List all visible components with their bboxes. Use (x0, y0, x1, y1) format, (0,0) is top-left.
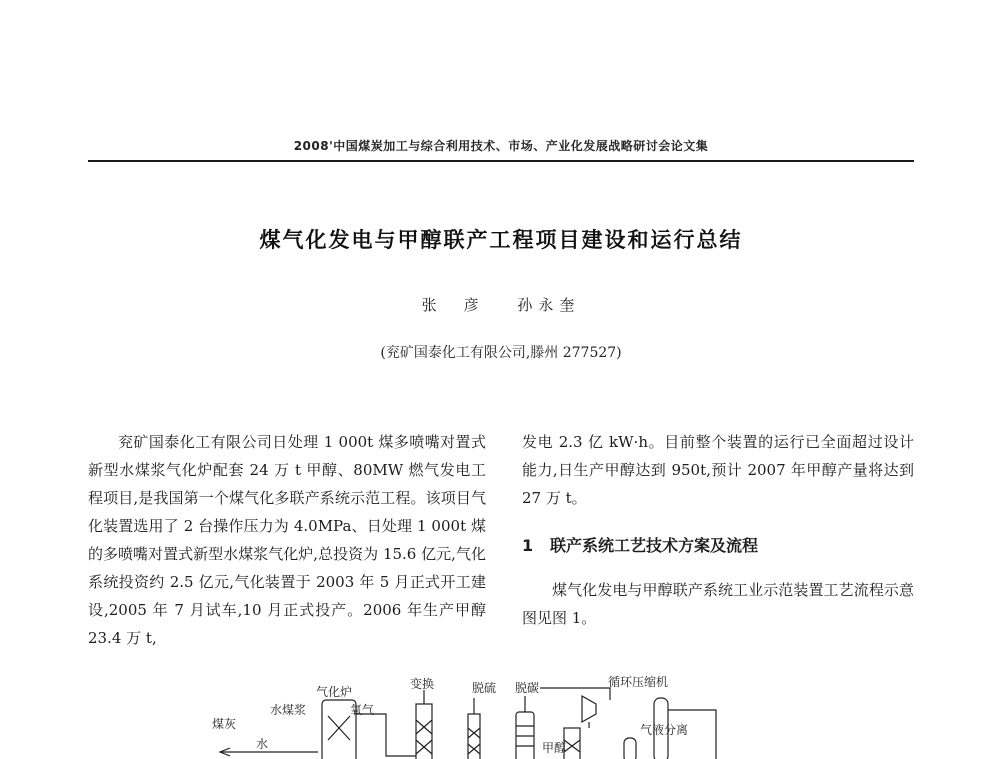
left-column (88, 428, 486, 652)
label-decarbonization: 脱碳 (515, 681, 540, 695)
label-water-slurry: 水煤浆 (270, 703, 307, 717)
authors (88, 294, 914, 315)
process-flow-diagram (210, 670, 730, 759)
intro-paragraph-continued: 发电 2.3 亿 kW·h。目前整个装置的运行已全面超过设计能力,日生产甲醇达到 950t,预计 2007 年甲醇产量将达到 27 万 t。 (522, 433, 914, 507)
gasifier-internals (328, 716, 350, 740)
shift-reactor-internals (416, 720, 432, 754)
label-desulfurization: 脱硫 (472, 681, 497, 695)
header-rule (88, 160, 914, 162)
author-1: 张 彦 (421, 296, 485, 314)
label-recycle-compressor: 循环压缩机 (608, 675, 669, 689)
label-shift: 变换 (410, 677, 435, 691)
author-2: 孙永奎 (517, 296, 581, 314)
recycle-compressor (582, 696, 596, 722)
decarbonization-trays (516, 726, 534, 746)
section-1-number: 1 (522, 536, 534, 555)
right-column (522, 428, 914, 632)
section-1-heading (522, 532, 914, 560)
paper-title: 煤气化发电与甲醇联产工程项目建设和运行总结 (259, 228, 743, 252)
label-water: 水 (256, 737, 269, 751)
methanol-reactor (564, 728, 580, 759)
recycle-loop-pipe (540, 688, 610, 700)
label-oxygen: 氧气 (350, 703, 375, 717)
desulfurization-internals (468, 728, 480, 754)
running-header: 2008'中国煤炭加工与综合利用技术、市场、产业化发展战略研讨会论文集 (293, 139, 709, 153)
label-methanol: 甲醇 (542, 741, 567, 755)
label-gasifier: 气化炉 (316, 685, 353, 699)
gasifier-to-shift-pipe (356, 714, 416, 756)
affiliation: (兖矿国泰化工有限公司,滕州 277527) (380, 345, 622, 361)
label-coal-ash: 煤灰 (212, 717, 237, 731)
gas-liquid-separator (624, 738, 636, 759)
section-1-title: 联产系统工艺技术方案及流程 (550, 536, 759, 555)
label-gas-liquid-separator: 气液分离 (640, 723, 689, 737)
section-1-paragraph: 煤气化发电与甲醇联产系统工业示范装置工艺流程示意图见图 1。 (522, 581, 914, 627)
methanol-reactor-internals (564, 740, 580, 752)
intro-paragraph: 兖矿国泰化工有限公司日处理 1 000t 煤多喷嘴对置式新型水煤浆气化炉配套 24 万 t 甲醇、80MW 燃气发电工程项目,是我国第一个煤气化多联产系统示范工程。该项目气化装置选用了 2 台操作压力为 4.0MPa、日处理 1 000t 煤的多喷嘴对置式新型水煤浆气化炉,总投资为 15.6 亿元,气化系统投资约 2.5 亿元,气化装置于 2003 年 5 月正式开工建设,2005 年 7 月试车,10 月正式投产。2006 年生产甲醇 23.4 万 t, (88, 433, 486, 647)
